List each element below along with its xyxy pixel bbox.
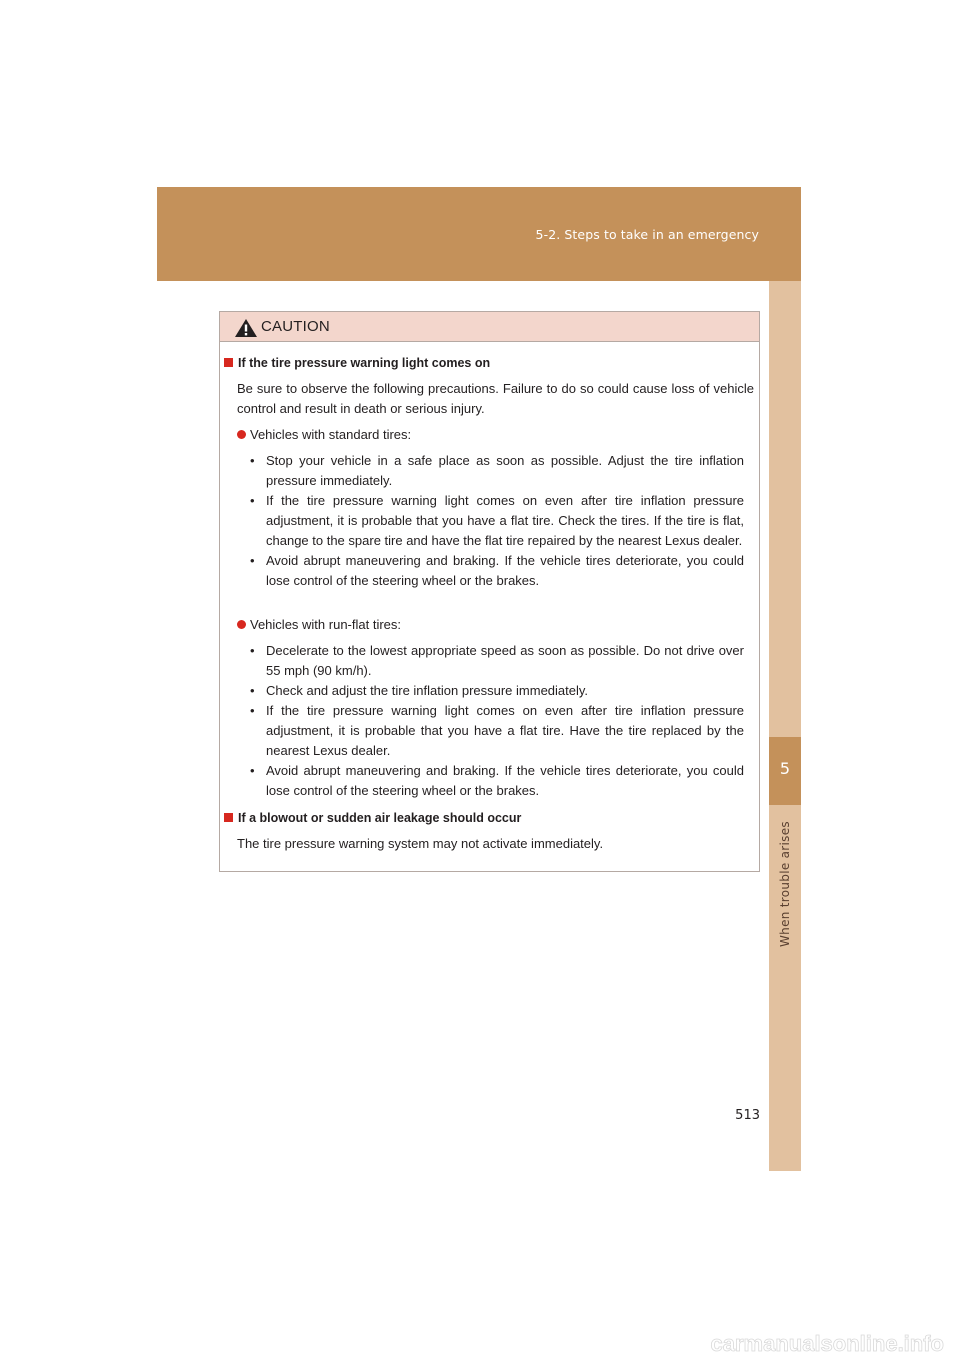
bullet-dot-icon: • <box>250 453 255 468</box>
header-band <box>157 187 801 281</box>
page-number: 513 <box>735 1108 760 1123</box>
section-intro: The tire pressure warning system may not activate immediately. <box>237 836 604 851</box>
list-item-text: Avoid abrupt maneuvering and braking. If the vehicle tires deteriorate, you could lose control of the steering wheel or the brakes. <box>266 763 744 798</box>
list-item-text: Check and adjust the tire inflation pressure immediately. <box>266 683 589 698</box>
bullet-dot-icon: • <box>250 703 255 718</box>
bullet-dot-icon: • <box>250 683 255 698</box>
list-item-text: Stop your vehicle in a safe place as soon as possible. Adjust the tire inflation pressure immediately. <box>266 453 744 488</box>
red-circle-bullet-icon <box>237 620 246 629</box>
chapter-label: When trouble arises <box>778 821 792 947</box>
section-title: 5-2. Steps to take in an emergency <box>535 227 759 242</box>
group-label <box>237 615 401 635</box>
list-item <box>250 451 744 491</box>
red-square-bullet-icon <box>224 358 233 367</box>
watermark-text: carmanualsonline.info <box>710 1331 944 1356</box>
bullet-dot-icon: • <box>250 763 255 778</box>
list-item-text: If the tire pressure warning light comes on even after tire inflation pressure adjustment, it is probable that you have a flat tire. Have the tire replaced by the nearest Lexus dealer. <box>266 703 744 758</box>
bullet-dot-icon: • <box>250 493 255 508</box>
chapter-number: 5 <box>779 759 791 778</box>
section-heading-text: If a blowout or sudden air leakage should occur <box>238 811 522 825</box>
list-item <box>250 641 744 681</box>
caution-title: CAUTION <box>261 318 330 335</box>
group-label <box>237 425 411 445</box>
chapter-side-tab <box>769 281 801 1171</box>
caution-header <box>220 312 759 342</box>
chapter-number-box <box>769 737 801 805</box>
warning-triangle-icon <box>234 318 258 338</box>
group-label-text: Vehicles with standard tires: <box>250 427 412 442</box>
list-item-text: Avoid abrupt maneuvering and braking. If the vehicle tires deteriorate, you could lose control of the steering wheel or the brakes. <box>266 553 744 588</box>
section-intro: Be sure to observe the following precautions. Failure to do so could cause loss of vehicle control and result in death or serious injury. <box>237 381 754 416</box>
red-square-bullet-icon <box>224 813 233 822</box>
list-item <box>250 551 744 591</box>
bullet-list <box>250 451 744 591</box>
list-item-text: If the tire pressure warning light comes on even after tire inflation pressure adjustment, it is probable that you have a flat tire. Check the tires. If the tire is flat, change to the spare tire and have the flat tire repaired by the nearest Lexus dealer. <box>266 493 744 548</box>
list-item <box>250 681 744 701</box>
list-item-text: Decelerate to the lowest appropriate speed as soon as possible. Do not drive over 55 mph (90 km/h). <box>266 643 744 678</box>
section-heading-text: If the tire pressure warning light comes on <box>238 356 491 370</box>
bullet-list <box>250 641 744 801</box>
section-heading <box>224 356 490 370</box>
watermark-logo-icon <box>0 1329 960 1358</box>
red-circle-bullet-icon <box>237 430 246 439</box>
list-item <box>250 761 744 801</box>
bullet-dot-icon: • <box>250 553 255 568</box>
bullet-dot-icon: • <box>250 643 255 658</box>
list-item <box>250 491 744 551</box>
list-item <box>250 701 744 761</box>
caution-box <box>219 311 760 872</box>
section-heading <box>224 811 521 825</box>
group-label-text: Vehicles with run-flat tires: <box>250 617 402 632</box>
